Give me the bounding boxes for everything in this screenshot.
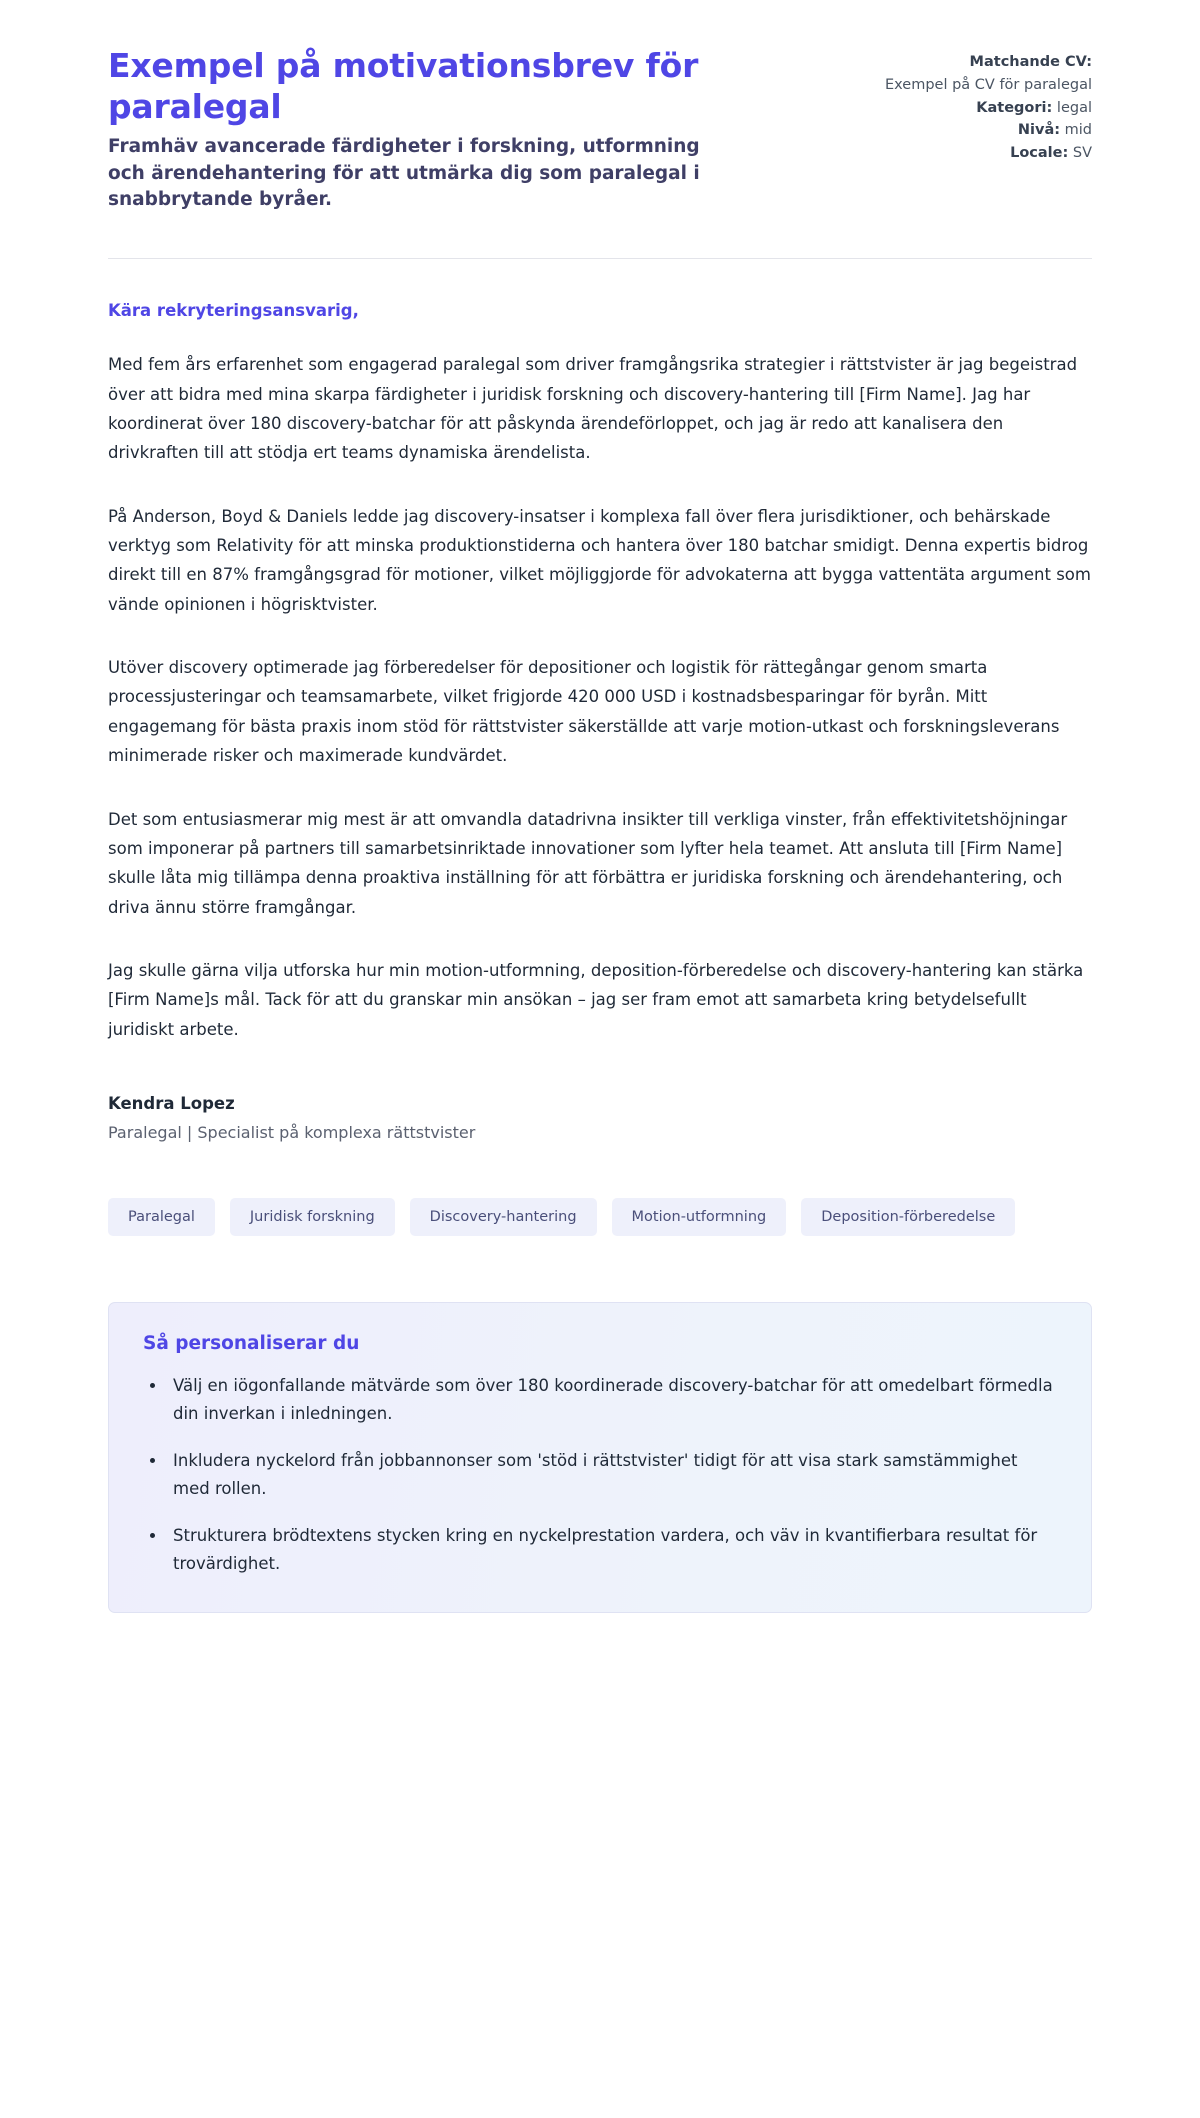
tips-title: Så personaliserar du	[143, 1333, 360, 1355]
personalization-tips-panel	[108, 1302, 1092, 1613]
meta-locale-label: Locale:	[1010, 145, 1069, 161]
meta-category	[885, 98, 1092, 120]
letter-paragraph-2: På Anderson, Boyd & Daniels ledde jag discovery-insatser i komplexa fall över flera jurisdiktioner, och behärskade verktyg som Relativity för att minska produktionstiderna och hantera över 180 batchar smidigt. Denna expertis bidrog direkt till en 87% framgångsgrad för motioner, vilket möjliggjorde för advokaterna att bygga vattentäta argument som vände opinionen i högrisktvister.	[108, 506, 1091, 614]
meta-level-value: mid	[1064, 122, 1092, 139]
letter-salutation: Kära rekryteringsansvarig,	[108, 301, 359, 321]
page-title: Exempel på motivationsbrev för paralegal	[108, 46, 699, 126]
meta-level-label: Nivå:	[1017, 122, 1061, 139]
letter-paragraph-5: Jag skulle gärna vilja utforska hur min motion-utformning, deposition-förberedelse och discovery-hantering kan stärka [Firm Name]s mål. Tack för att du granskar min ansökan – jag ser fram emot att samarbeta kring betydelsefullt juridiskt arbete.	[108, 961, 1084, 1039]
cover-letter-body	[108, 259, 1092, 1142]
meta-matching-cv-label: Matchande CV:	[969, 54, 1092, 70]
skill-tag[interactable]: Motion-utformning	[612, 1198, 787, 1236]
header-text-block	[108, 46, 845, 214]
tips-list	[143, 1372, 1057, 1578]
document-header	[108, 46, 1092, 214]
meta-matching-cv-value-row	[885, 75, 1092, 97]
header-metadata	[885, 46, 1092, 166]
skill-tag-list	[108, 1198, 1092, 1236]
skill-tag[interactable]: Discovery-hantering	[410, 1198, 597, 1236]
signature-role: Paralegal | Specialist på komplexa rättstvister	[108, 1123, 476, 1143]
meta-category-label: Kategori:	[976, 99, 1053, 116]
page-subtitle: Framhäv avancerade färdigheter i forskning, utformning och ärendehantering för att utmärka dig som paralegal i snabbrytande byråer.	[108, 135, 700, 211]
meta-matching-cv-value: Exempel på CV för paralegal	[884, 76, 1092, 93]
letter-paragraph-3: Utöver discovery optimerade jag förberedelser för depositioner och logistik för rättegångar genom smarta processjusteringar och teamsamarbete, vilket frigjorde 420 000 USD i kostnadsbesparingar för byrån. Mitt engagemang för bästa praxis inom stöd för rättstvister säkerställde att varje motion-utkast och forskningsleverans minimerade risker och maximerade kundvärdet.	[108, 658, 1060, 766]
tip-item: • Inkludera nyckelord från jobbannonser som 'stöd i rättstvister' tidigt för att visa stark samstämmighet med rollen.	[167, 1447, 1057, 1504]
skill-tag[interactable]: Paralegal	[108, 1198, 215, 1236]
signature-name: Kendra Lopez	[108, 1094, 235, 1114]
meta-category-value: legal	[1056, 99, 1092, 116]
meta-matching-cv	[885, 52, 1092, 74]
meta-locale	[885, 143, 1092, 165]
skill-tag[interactable]: Juridisk forskning	[230, 1198, 395, 1236]
meta-locale-value: SV	[1072, 145, 1092, 161]
tip-item: • Välj en iögonfallande mätvärde som över 180 koordinerade discovery-batchar för att omedelbart förmedla din inverkan i inledningen.	[167, 1372, 1057, 1429]
letter-paragraph-1: Med fem års erfarenhet som engagerad paralegal som driver framgångsrika strategier i rättstvister är jag begeistrad över att bidra med mina skarpa färdigheter i juridisk forskning och discovery-hantering till [Firm Name]. Jag har koordinerat över 180 discovery-batchar för att påskynda ärendeförloppet, och jag är redo att kanalisera den drivkraften till att stödja ert teams dynamiska ärendelista.	[108, 355, 1078, 463]
meta-level	[885, 120, 1092, 142]
letter-paragraph-4: Det som entusiasmerar mig mest är att omvandla datadrivna insikter till verkliga vinster, från effektivitetshöjningar som imponerar på partners till samarbetsinriktade innovationer som lyfter hela teamet. Att ansluta till [Firm Name] skulle låta mig tillämpa denna proaktiva inställning för att förbättra er juridiska forskning och ärendehantering, och driva ännu större framgångar.	[108, 809, 1068, 917]
letter-signature	[108, 1094, 1092, 1142]
tip-item: • Strukturera brödtextens stycken kring en nyckelprestation vardera, och väv in kvantifierbara resultat för trovärdighet.	[167, 1522, 1057, 1579]
skill-tag[interactable]: Deposition-förberedelse	[801, 1198, 1015, 1236]
